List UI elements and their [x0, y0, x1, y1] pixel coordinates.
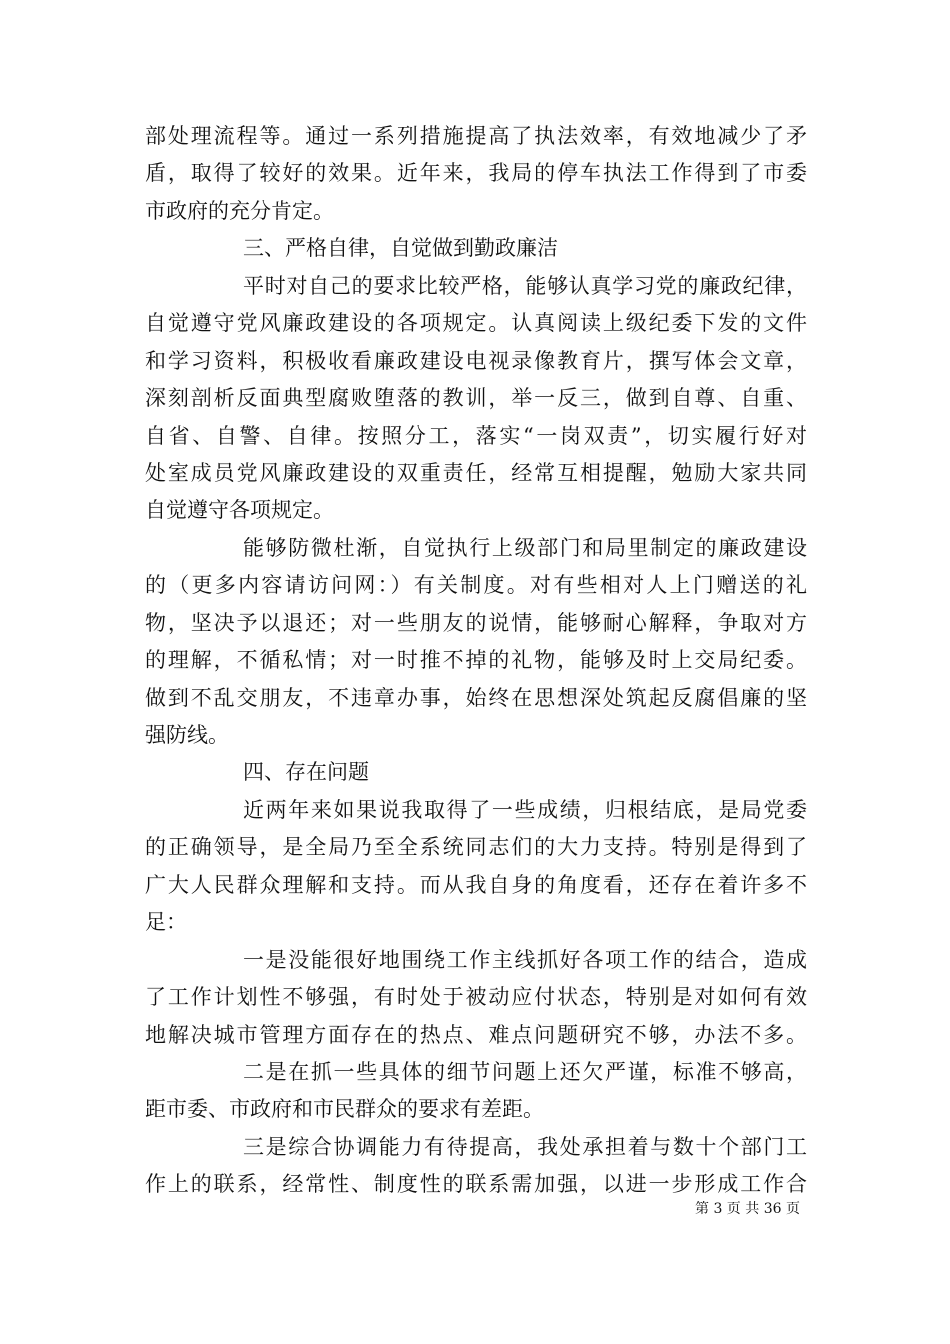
text-line: 的正确领导，是全局乃至全系统同志们的大力支持。特别是得到了 [145, 835, 807, 860]
text-line: 作上的联系，经常性、制度性的联系需加强，以进一步形成工作合 [145, 1172, 807, 1197]
body-text [145, 118, 807, 1204]
text-line: 三是综合协调能力有待提高，我处承担着与数十个部门工 [243, 1134, 807, 1159]
text-line: 能够防微杜渐，自觉执行上级部门和局里制定的廉政建设 [243, 535, 807, 560]
text-line: 深刻剖析反面典型腐败堕落的教训，举一反三，做到自尊、自重、 [145, 386, 807, 411]
text-line: 地解决城市管理方面存在的热点、难点问题研究不够，办法不多。 [145, 1022, 807, 1047]
text-line: 平时对自己的要求比较严格，能够认真学习党的廉政纪律， [243, 273, 807, 298]
text-line: 物，坚决予以退还；对一些朋友的说情，能够耐心解释，争取对方 [145, 610, 807, 635]
text-line: 三、严格自律，自觉做到勤政廉洁 [243, 236, 558, 261]
text-line: 盾，取得了较好的效果。近年来，我局的停车执法工作得到了市委 [145, 161, 807, 186]
text-line: 的理解，不循私情；对一时推不掉的礼物，能够及时上交局纪委。 [145, 648, 807, 673]
text-line: 了工作计划性不够强，有时处于被动应付状态，特别是对如何有效 [145, 985, 807, 1010]
text-line: 一是没能很好地围绕工作主线抓好各项工作的结合，造成 [243, 947, 807, 972]
page-number-footer: 第 3 页 共 36 页 [695, 1201, 800, 1217]
text-line: 强防线。 [145, 723, 229, 747]
text-line: 和学习资料，积极收看廉政建设电视录像教育片，撰写体会文章， [145, 348, 807, 373]
text-line: 距市委、市政府和市民群众的要求有差距。 [145, 1097, 544, 1122]
text-line: 四、存在问题 [243, 760, 369, 785]
text-line: 自觉遵守党风廉政建设的各项规定。认真阅读上级纪委下发的文件 [145, 311, 807, 336]
text-line: 广大人民群众理解和支持。而从我自身的角度看，还存在着许多不 [145, 872, 807, 897]
text-line: 部处理流程等。通过一系列措施提高了执法效率，有效地减少了矛 [145, 124, 807, 148]
text-line: 足： [145, 910, 187, 935]
text-line: 自觉遵守各项规定。 [145, 498, 334, 523]
text-line: 近两年来如果说我取得了一些成绩，归根结底，是局党委 [243, 797, 807, 822]
text-line: 做到不乱交朋友，不违章办事，始终在思想深处筑起反腐倡廉的坚 [145, 685, 807, 710]
text-line: 二是在抓一些具体的细节问题上还欠严谨，标准不够高， [243, 1059, 807, 1084]
text-line: 处室成员党风廉政建设的双重责任，经常互相提醒，勉励大家共同 [145, 460, 807, 485]
text-line: 自省、自警、自律。按照分工，落实“一岗双责”，切实履行好对 [145, 423, 807, 448]
text-line: 市政府的充分肯定。 [145, 198, 334, 223]
text-line: 的（更多内容请访问网：）有关制度。对有些相对人上门赠送的礼 [145, 573, 807, 598]
